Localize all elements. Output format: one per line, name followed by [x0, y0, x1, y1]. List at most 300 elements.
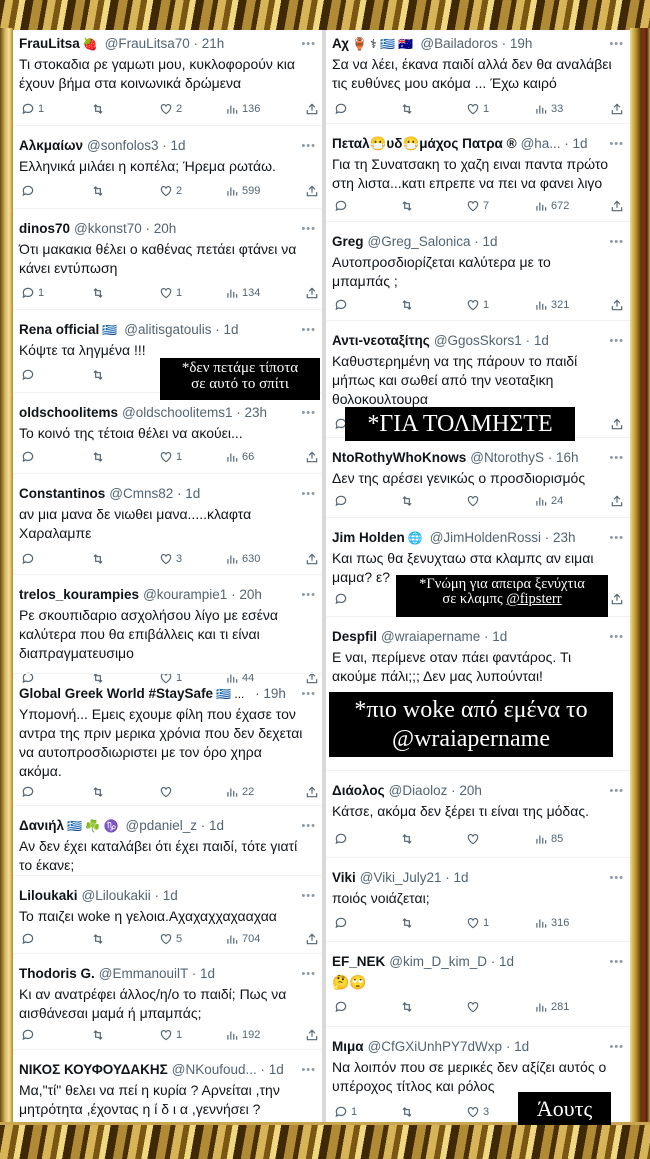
share-button[interactable]	[305, 1027, 319, 1043]
reply-button[interactable]	[21, 551, 35, 567]
views-button[interactable]	[534, 297, 569, 313]
author-handle[interactable]: @CfGXiUnhPY7dWxp	[367, 1039, 503, 1054]
like-button[interactable]	[159, 183, 182, 199]
author-handle-time: @NKoufoud... · 1d	[171, 1062, 284, 1077]
views-count: 321	[551, 299, 570, 311]
share-icon	[610, 494, 624, 508]
tweet-time: 1d	[533, 333, 549, 348]
tweet-text-line: τις ευθύνες μου ακόμα ... Έχω καιρό	[332, 75, 557, 91]
tweet-header	[19, 817, 316, 835]
tweet-text-line: Δεν της αρέσει γενικώς ο προσδιορισμός	[332, 470, 586, 486]
views-icon	[534, 102, 548, 116]
more-icon[interactable]: •••	[609, 335, 624, 347]
gold-frame-right	[630, 28, 650, 1124]
author-name[interactable]: Liloukaki	[19, 888, 78, 903]
tweet-text-line: μητρότητα ,έχοντας η ί δ ι α ,γεννήσει ?	[19, 1101, 261, 1117]
share-button[interactable]	[305, 285, 319, 301]
tweet-item[interactable]	[326, 857, 630, 942]
tweet-actions	[13, 449, 322, 465]
author-name[interactable]: Δανιήλ	[19, 818, 65, 833]
tweet-item[interactable]	[13, 574, 322, 684]
tweet-text-line: υπέροχος τίτλος και ρόλος	[332, 1078, 495, 1094]
retweet-button[interactable]	[91, 784, 105, 800]
tweet-header	[332, 233, 624, 251]
tweet-item[interactable]	[13, 805, 322, 876]
reply-button[interactable]	[334, 831, 348, 847]
views-button[interactable]	[534, 101, 563, 117]
author-name[interactable]: Αλκμαίων	[19, 138, 84, 153]
author-name[interactable]: Jim Holden	[332, 530, 405, 545]
tweet-item[interactable]	[326, 221, 630, 321]
views-button[interactable]	[225, 551, 260, 567]
share-button[interactable]	[305, 551, 319, 567]
views-icon	[225, 785, 239, 799]
share-icon	[305, 450, 319, 464]
reply-button[interactable]	[21, 1027, 35, 1043]
reply-icon	[334, 494, 348, 508]
more-icon[interactable]: •••	[301, 589, 316, 601]
author-handle[interactable]: @oldschoolitems1	[122, 405, 233, 420]
more-icon[interactable]: •••	[301, 407, 316, 419]
reply-button[interactable]	[21, 183, 35, 199]
tweet-text-line: Κι αν ανατρέφει άλλος/η/ο το παιδί; Πως να	[19, 986, 287, 1002]
author-handle[interactable]: @Viki_July21	[359, 870, 442, 885]
more-icon[interactable]: •••	[609, 38, 624, 50]
reply-icon	[334, 1000, 348, 1014]
share-icon	[305, 932, 319, 946]
reply-button[interactable]	[334, 915, 348, 931]
author-handle[interactable]: @FrauLitsa70	[104, 36, 190, 51]
author-handle[interactable]: @EmmanouilT	[98, 966, 188, 981]
reply-icon	[334, 592, 348, 606]
author-name[interactable]: NtoRothyWhoKnows	[332, 450, 467, 465]
retweet-icon	[91, 184, 105, 198]
like-button[interactable]	[466, 1104, 489, 1120]
retweet-button[interactable]	[400, 297, 414, 313]
author-name[interactable]: Thodoris G.	[19, 966, 95, 981]
share-button[interactable]	[610, 297, 624, 313]
heart-icon	[159, 286, 173, 300]
tweet-item[interactable]	[13, 875, 322, 954]
author-badges: 🌐	[407, 531, 423, 545]
heart-icon	[159, 184, 173, 198]
views-count: 85	[551, 833, 564, 845]
tweet-text-line: ακούμε πάλι;;; Δεν μας λυπούνται!	[332, 668, 543, 684]
heart-icon	[466, 102, 480, 116]
author-handle[interactable]: @NKoufoud...	[171, 1062, 257, 1077]
author-handle-time: @Cmns82 · 1d	[109, 486, 201, 501]
tweet-header	[19, 485, 316, 503]
retweet-icon	[91, 932, 105, 946]
like-count: 1	[483, 103, 490, 115]
retweet-icon	[400, 832, 414, 846]
more-icon[interactable]: •••	[301, 488, 316, 500]
reply-button[interactable]	[334, 297, 348, 313]
retweet-button[interactable]	[91, 285, 105, 301]
retweet-button[interactable]	[400, 493, 414, 509]
reply-button[interactable]	[21, 931, 35, 947]
retweet-icon	[400, 916, 414, 930]
retweet-button[interactable]	[91, 101, 105, 117]
tweet-actions	[326, 198, 630, 214]
tweet-text-line: μπαμπάς ;	[332, 273, 398, 289]
caption-line: *δεν πετάμε τίποτα	[181, 360, 299, 376]
tweet-time: 1d	[170, 138, 186, 153]
gold-frame-top	[0, 0, 650, 33]
views-count: 281	[551, 1001, 570, 1013]
more-icon[interactable]: •••	[301, 38, 316, 50]
author-name[interactable]: dinos70	[19, 221, 71, 236]
tweet-text-line: κάνει εντύπωση	[19, 260, 118, 276]
retweet-button[interactable]	[91, 931, 105, 947]
author-name[interactable]: Constantinos	[19, 486, 106, 501]
views-count: 704	[242, 933, 261, 945]
like-button[interactable]	[466, 493, 480, 509]
retweet-button[interactable]	[400, 831, 414, 847]
like-button[interactable]	[159, 449, 182, 465]
reply-icon	[21, 450, 35, 464]
tweet-text-line: αν μια μανα δε νιωθει μανα.....κλαφτα	[19, 506, 252, 522]
author-name[interactable]: Greg	[332, 234, 364, 249]
like-count: 1	[176, 287, 183, 299]
author-handle[interactable]: @GgosSkors1	[433, 333, 522, 348]
tweet-text-line: Και πως θα ξενυχταω στα κλαμπς αν ειμαι	[332, 550, 594, 566]
author-handle-time: @kim_D_kim_D · 1d	[389, 954, 515, 969]
like-count: 1	[176, 672, 183, 684]
reply-button[interactable]	[334, 1104, 357, 1120]
share-button[interactable]	[305, 101, 319, 117]
replies-column-left	[13, 30, 322, 1122]
views-button[interactable]	[225, 931, 260, 947]
tweet-text-line: το έκανε;	[19, 857, 75, 873]
author-handle[interactable]: @wraiapername	[381, 629, 481, 644]
heart-icon	[466, 916, 480, 930]
tweet-time: 20h	[153, 221, 177, 236]
retweet-icon	[400, 199, 414, 213]
share-icon	[305, 286, 319, 300]
caption-line: σε αυτό το σπίτι	[191, 375, 289, 392]
tweet-text-line: καλύτερα που θα επιβάλλεις και τι είναι	[19, 626, 260, 642]
reply-icon	[21, 785, 35, 799]
share-button[interactable]	[610, 101, 624, 117]
reply-count: 1	[38, 287, 45, 299]
like-button[interactable]	[159, 551, 182, 567]
tweet-text-line: αισθάνεσαι μαμά ή μπαμπάς;	[19, 1005, 202, 1021]
tweet-actions	[13, 551, 322, 567]
author-name[interactable]: ΝΙΚΟΣ ΚΟΥΦΟΥΔΑΚΗΣ	[19, 1062, 168, 1077]
tweet-text-line: θολοκουλτουρα	[332, 391, 428, 407]
tweet-text-line: ακόμα.	[19, 763, 62, 779]
views-button[interactable]	[225, 1027, 260, 1043]
author-name[interactable]: oldschoolitems	[19, 405, 119, 420]
share-button[interactable]	[610, 416, 624, 432]
author-name[interactable]: Πεταλ😷υδ😷μάχος Πατρα ®	[332, 136, 517, 151]
tweet-item[interactable]	[326, 770, 630, 858]
author-handle[interactable]: @Cmns82	[109, 486, 174, 501]
tweet-text-line: Αν δεν έχει καταλάβει ότι έχει παιδί, τότε γιατί	[19, 838, 298, 854]
more-icon[interactable]: •••	[609, 785, 624, 797]
like-button[interactable]	[466, 999, 480, 1015]
caption-line: @wraiapername	[391, 726, 550, 752]
views-count: 136	[242, 103, 261, 115]
author-name[interactable]: FrauLitsa	[19, 36, 80, 51]
tweet-item[interactable]	[13, 392, 322, 474]
tweet-text-line: 🤔🙄	[332, 974, 367, 990]
heart-icon	[466, 298, 480, 312]
views-button[interactable]	[225, 183, 260, 199]
retweet-button[interactable]	[400, 198, 414, 214]
tweet-text-line: Υπομονή... Εμεις εχουμε φίλη που έχασε τον	[19, 706, 296, 722]
views-count: 599	[242, 185, 261, 197]
author-handle[interactable]: @pdaniel_z	[125, 818, 198, 833]
share-button[interactable]	[305, 784, 319, 800]
author-name[interactable]: EF_NEK	[332, 954, 386, 969]
like-button[interactable]	[466, 198, 489, 214]
share-button[interactable]	[610, 591, 624, 607]
tweet-time: 1d	[514, 1039, 530, 1054]
views-button[interactable]	[225, 285, 260, 301]
author-handle-time: @NtorothyS · 16h	[470, 450, 579, 465]
reply-button[interactable]	[21, 784, 35, 800]
more-icon[interactable]: •••	[609, 872, 624, 884]
tweet-actions	[326, 493, 630, 509]
more-icon[interactable]: •••	[609, 956, 624, 968]
retweet-button[interactable]	[400, 101, 414, 117]
tweet-item[interactable]	[13, 30, 322, 126]
share-button[interactable]	[610, 198, 624, 214]
author-handle[interactable]: @kourampie1	[143, 587, 228, 602]
tweet-item[interactable]	[326, 123, 630, 222]
gold-frame-left	[0, 28, 13, 1124]
retweet-button[interactable]	[91, 183, 105, 199]
tweet-item[interactable]	[13, 473, 322, 575]
views-button[interactable]	[534, 198, 569, 214]
tweet-header	[19, 586, 316, 604]
retweet-icon	[91, 450, 105, 464]
tweet-header	[19, 887, 316, 905]
tweet-time: 1d	[185, 486, 201, 501]
reply-icon	[21, 286, 35, 300]
like-count: 3	[176, 553, 183, 565]
share-button[interactable]	[610, 493, 624, 509]
tweet-text-line: Αυτοπροσδιορίζεται καλύτερα με το	[332, 254, 551, 270]
retweet-icon	[91, 368, 105, 382]
more-icon[interactable]: •••	[609, 452, 624, 464]
like-count: 7	[483, 200, 490, 212]
retweet-button[interactable]	[91, 551, 105, 567]
author-handle-time: @ha... · 1d	[520, 136, 588, 151]
reply-button[interactable]	[21, 285, 44, 301]
gold-frame-bottom	[0, 1122, 650, 1159]
caption-overlay-rena	[160, 358, 320, 400]
tweet-actions	[326, 999, 630, 1015]
heart-icon	[159, 102, 173, 116]
more-icon[interactable]: •••	[301, 223, 316, 235]
like-button[interactable]	[466, 831, 480, 847]
retweet-button[interactable]	[91, 449, 105, 465]
author-handle[interactable]: @alitisgatoulis	[124, 322, 212, 337]
retweet-icon	[91, 102, 105, 116]
like-button[interactable]	[466, 297, 489, 313]
author-handle[interactable]: @kim_D_kim_D	[389, 954, 487, 969]
tweet-item[interactable]	[13, 1049, 322, 1122]
like-count: 5	[176, 933, 183, 945]
more-icon[interactable]: •••	[301, 820, 316, 832]
author-name[interactable]: Despfil	[332, 629, 378, 644]
tweet-text-line: Ρε σκουπιδαριο ασχολήσου λίγο με εσένα	[19, 607, 278, 623]
author-badges: 🇬🇷 ☘️ ♑	[67, 819, 119, 833]
like-button[interactable]	[466, 915, 489, 931]
tweet-actions	[13, 784, 322, 800]
caption-overlay-tolmiste: *ΓΙΑ ΤΟΛΜΗΣΤΕ	[345, 407, 575, 441]
views-icon	[534, 298, 548, 312]
tweet-header	[332, 449, 624, 467]
heart-icon	[159, 785, 173, 799]
more-icon[interactable]: •••	[609, 532, 624, 544]
views-button[interactable]	[534, 999, 569, 1015]
author-handle[interactable]: @Liloukakii	[81, 888, 151, 903]
retweet-icon	[400, 1105, 414, 1119]
reply-button[interactable]	[334, 591, 348, 607]
more-icon[interactable]: •••	[609, 1041, 624, 1053]
views-button[interactable]	[225, 784, 254, 800]
tweet-actions	[326, 831, 630, 847]
retweet-button[interactable]	[400, 1104, 414, 1120]
share-button[interactable]	[305, 183, 319, 199]
reply-button[interactable]	[21, 367, 35, 383]
caption-mention-link[interactable]: @fipsterr	[506, 591, 562, 608]
tweet-time: 19h	[509, 36, 533, 51]
author-name[interactable]: Αντι-νεοταξίτης	[332, 333, 430, 348]
author-handle[interactable]: @Bailadoros	[420, 36, 498, 51]
views-count: 24	[551, 495, 564, 507]
views-button[interactable]	[534, 831, 563, 847]
author-handle-time: @kkonst70 · 20h	[74, 221, 177, 236]
author-handle-time: @CfGXiUnhPY7dWxp · 1d	[367, 1039, 530, 1054]
tweet-header	[332, 628, 624, 646]
views-icon	[534, 832, 548, 846]
author-badges: 🇬🇷 ...	[216, 687, 245, 701]
reply-button[interactable]	[334, 999, 348, 1015]
caption-overlay-jim	[396, 575, 608, 617]
tweet-actions	[13, 931, 322, 947]
views-icon	[225, 450, 239, 464]
retweet-button[interactable]	[400, 915, 414, 931]
reply-button[interactable]	[334, 198, 348, 214]
reply-icon	[21, 102, 35, 116]
author-handle[interactable]: @Diaoloz	[388, 783, 448, 798]
author-name[interactable]: Rena official	[19, 322, 100, 337]
author-handle[interactable]: @ha...	[520, 136, 561, 151]
reply-button[interactable]	[334, 493, 348, 509]
tweet-time: 23h	[552, 530, 576, 545]
more-icon[interactable]: •••	[301, 324, 316, 336]
author-name[interactable]: trelos_kourampies	[19, 587, 140, 602]
more-icon[interactable]: •••	[301, 140, 316, 152]
more-icon[interactable]: •••	[301, 1064, 316, 1076]
more-icon[interactable]: •••	[301, 890, 316, 902]
tweet-time: 16h	[555, 450, 579, 465]
tweet-item[interactable]	[13, 953, 322, 1050]
heart-icon	[466, 1105, 480, 1119]
author-handle[interactable]: @JimHoldenRossi	[429, 530, 541, 545]
author-handle[interactable]: @NtorothyS	[470, 450, 544, 465]
retweet-button[interactable]	[91, 1027, 105, 1043]
more-icon[interactable]: •••	[301, 968, 316, 980]
tweet-text-line: στη λιστα...κατι επρεπε να πει να φανει λιγο	[332, 175, 603, 191]
heart-icon	[159, 450, 173, 464]
tweet-text-line: ποιός νοιάζεται;	[332, 890, 430, 906]
more-icon[interactable]: •••	[609, 236, 624, 248]
tweet-time: 1d	[453, 870, 469, 885]
like-button[interactable]	[159, 101, 182, 117]
author-name[interactable]: Διάολος	[332, 783, 385, 798]
like-button[interactable]	[159, 285, 182, 301]
author-name[interactable]: Global Greek World #StaySafe	[19, 686, 214, 701]
like-count: 1	[176, 1029, 183, 1041]
author-handle[interactable]: @kkonst70	[74, 221, 142, 236]
retweet-button[interactable]	[400, 999, 414, 1015]
tweet-header	[19, 321, 316, 339]
retweet-icon	[400, 298, 414, 312]
views-icon	[225, 1028, 239, 1042]
author-name[interactable]: Viki	[332, 870, 356, 885]
author-handle-time: @FrauLitsa70 · 21h	[104, 36, 225, 51]
more-icon[interactable]: •••	[609, 138, 624, 150]
share-icon	[610, 417, 624, 431]
tweet-header	[332, 332, 624, 350]
tweet-item[interactable]	[13, 673, 322, 806]
tweet-item[interactable]	[326, 30, 630, 124]
retweet-button[interactable]	[91, 367, 105, 383]
reply-button[interactable]	[21, 101, 44, 117]
tweet-item[interactable]	[326, 941, 630, 1027]
views-button[interactable]	[225, 101, 260, 117]
tweet-actions	[13, 183, 322, 199]
heart-icon	[159, 552, 173, 566]
share-button[interactable]	[305, 449, 319, 465]
views-button[interactable]	[225, 449, 254, 465]
more-icon[interactable]: •••	[301, 688, 316, 700]
reply-button[interactable]	[334, 101, 348, 117]
views-button[interactable]	[534, 915, 569, 931]
views-count: 672	[551, 200, 570, 212]
author-handle-time: @GgosSkors1 · 1d	[433, 333, 549, 348]
tweet-item[interactable]	[13, 125, 322, 209]
reply-icon	[334, 916, 348, 930]
reply-button[interactable]	[21, 449, 35, 465]
views-button[interactable]	[534, 493, 563, 509]
retweet-icon	[400, 494, 414, 508]
tweet-item[interactable]	[13, 208, 322, 310]
author-name[interactable]: Μιμα	[332, 1039, 364, 1054]
like-button[interactable]	[159, 784, 173, 800]
tweet-header	[19, 137, 316, 155]
retweet-icon	[400, 102, 414, 116]
tweet-item[interactable]	[326, 437, 630, 518]
author-handle[interactable]: @sonfolos3	[87, 138, 159, 153]
like-button[interactable]	[159, 931, 182, 947]
share-button[interactable]	[305, 931, 319, 947]
like-button[interactable]	[466, 101, 489, 117]
caption-line: *Γνώμη για απειρα ξενύχτια	[419, 576, 585, 592]
author-handle[interactable]: @Greg_Salonica	[367, 234, 471, 249]
more-icon[interactable]: •••	[609, 631, 624, 643]
like-count: 2	[176, 185, 183, 197]
author-name[interactable]: Αχ	[332, 36, 350, 51]
like-count: 1	[483, 917, 490, 929]
like-button[interactable]	[159, 1027, 182, 1043]
